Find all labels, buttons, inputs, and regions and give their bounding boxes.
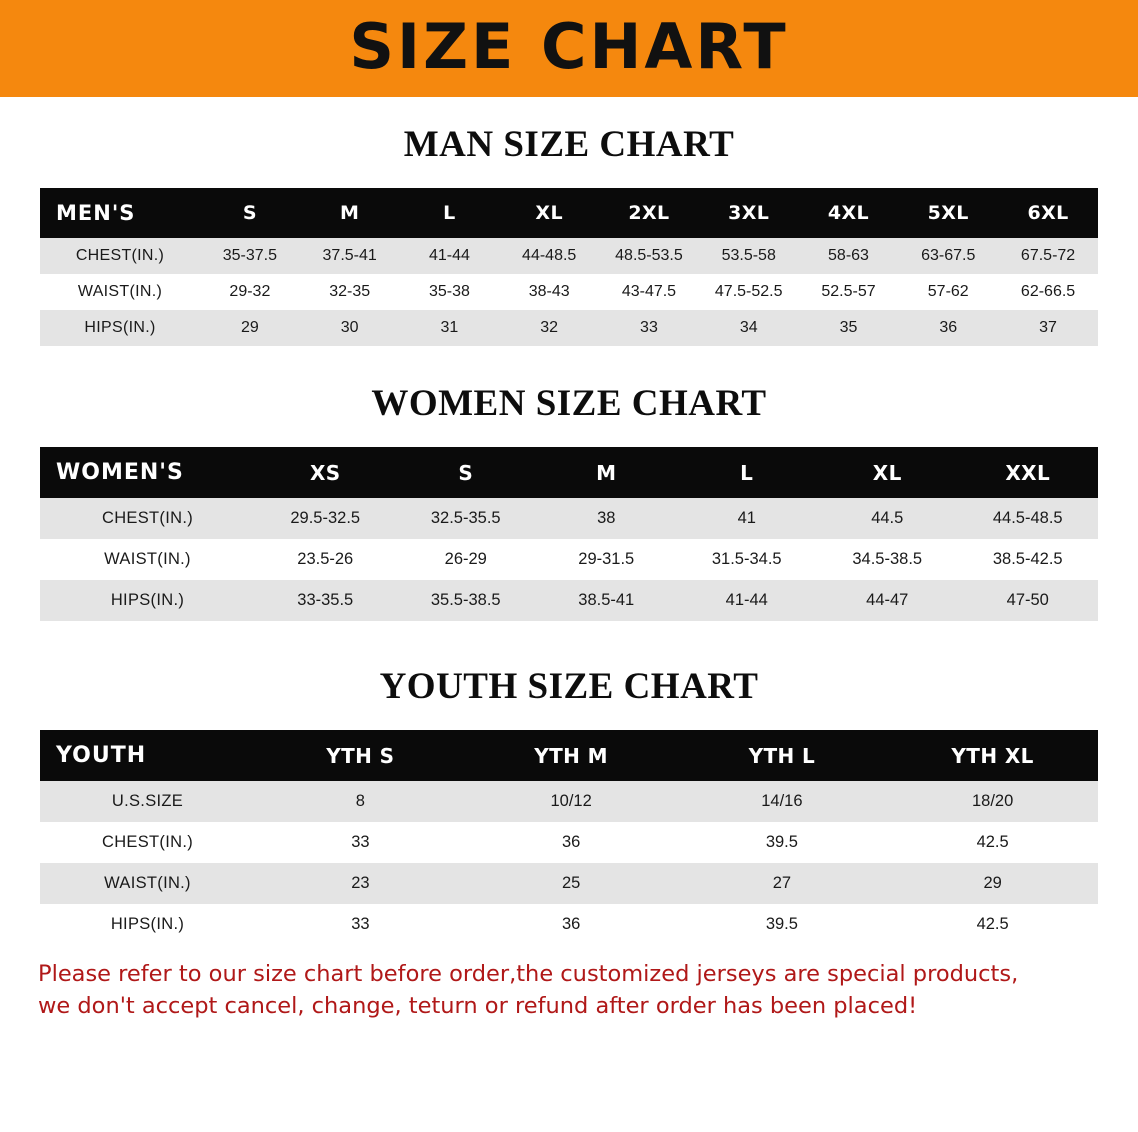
cell: 33-35.5 xyxy=(255,580,396,621)
cell: 33 xyxy=(255,822,466,863)
col-header-l: L xyxy=(677,447,818,498)
col-header-xl: XL xyxy=(817,447,958,498)
cell: 43-47.5 xyxy=(599,274,699,310)
page-banner xyxy=(0,0,1138,97)
col-header-yth-m: YTH M xyxy=(466,730,677,781)
cell: 32-35 xyxy=(300,274,400,310)
cell: 58-63 xyxy=(799,238,899,274)
cell: 35-37.5 xyxy=(200,238,300,274)
women-section-title: WOMEN SIZE CHART xyxy=(371,383,767,424)
disclaimer-note xyxy=(38,959,1100,1023)
women-table-wrap xyxy=(40,447,1098,621)
cell: 38-43 xyxy=(499,274,599,310)
table-row xyxy=(40,904,1098,945)
cell: 63-67.5 xyxy=(898,238,998,274)
cell: 62-66.5 xyxy=(998,274,1098,310)
col-header-3xl: 3XL xyxy=(699,188,799,238)
cell: 41-44 xyxy=(677,580,818,621)
cell: 14/16 xyxy=(677,781,888,822)
cell: 42.5 xyxy=(887,822,1098,863)
cell: 33 xyxy=(599,310,699,346)
row-label: HIPS(IN.) xyxy=(40,310,200,346)
cell: 47-50 xyxy=(958,580,1099,621)
cell: 57-62 xyxy=(898,274,998,310)
cell: 32 xyxy=(499,310,599,346)
disclaimer-line-1: Please refer to our size chart before order,the customized jerseys are special products, xyxy=(38,961,1019,987)
col-header-yth-l: YTH L xyxy=(677,730,888,781)
cell: 36 xyxy=(898,310,998,346)
table-row xyxy=(40,781,1098,822)
col-header-youth: YOUTH xyxy=(40,730,255,781)
col-header-l: L xyxy=(400,188,500,238)
cell: 30 xyxy=(300,310,400,346)
cell: 18/20 xyxy=(887,781,1098,822)
col-header-xs: XS xyxy=(255,447,396,498)
col-header-yth-xl: YTH XL xyxy=(887,730,1098,781)
youth-table-wrap xyxy=(40,730,1098,945)
cell: 32.5-35.5 xyxy=(396,498,537,539)
col-header-4xl: 4XL xyxy=(799,188,899,238)
col-header-s: S xyxy=(396,447,537,498)
cell: 29-32 xyxy=(200,274,300,310)
col-header-men: MEN'S xyxy=(40,188,200,238)
table-row xyxy=(40,310,1098,346)
cell: 47.5-52.5 xyxy=(699,274,799,310)
cell: 35-38 xyxy=(400,274,500,310)
cell: 44-48.5 xyxy=(499,238,599,274)
col-header-s: S xyxy=(200,188,300,238)
cell: 26-29 xyxy=(396,539,537,580)
row-label: WAIST(IN.) xyxy=(40,539,255,580)
row-label: CHEST(IN.) xyxy=(40,238,200,274)
cell: 34 xyxy=(699,310,799,346)
cell: 31.5-34.5 xyxy=(677,539,818,580)
cell: 41 xyxy=(677,498,818,539)
cell: 10/12 xyxy=(466,781,677,822)
page-title: SIZE CHART xyxy=(349,9,789,83)
cell: 44.5 xyxy=(817,498,958,539)
cell: 35.5-38.5 xyxy=(396,580,537,621)
youth-size-table xyxy=(40,730,1098,945)
cell: 33 xyxy=(255,904,466,945)
cell: 29.5-32.5 xyxy=(255,498,396,539)
table-header-row xyxy=(40,730,1098,781)
table-header-row xyxy=(40,188,1098,238)
cell: 67.5-72 xyxy=(998,238,1098,274)
table-row xyxy=(40,822,1098,863)
cell: 29 xyxy=(200,310,300,346)
disclaimer-line-2: we don't accept cancel, change, teturn or refund after order has been placed! xyxy=(38,992,918,1019)
col-header-m: M xyxy=(300,188,400,238)
table-row xyxy=(40,274,1098,310)
row-label: WAIST(IN.) xyxy=(40,274,200,310)
cell: 52.5-57 xyxy=(799,274,899,310)
cell: 38.5-41 xyxy=(536,580,677,621)
table-row xyxy=(40,580,1098,621)
cell: 38.5-42.5 xyxy=(958,539,1099,580)
cell: 29 xyxy=(887,863,1098,904)
youth-section-title: YOUTH SIZE CHART xyxy=(379,666,759,707)
cell: 23.5-26 xyxy=(255,539,396,580)
row-label: HIPS(IN.) xyxy=(40,580,255,621)
col-header-womens: WOMEN'S xyxy=(40,447,255,498)
cell: 48.5-53.5 xyxy=(599,238,699,274)
cell: 53.5-58 xyxy=(699,238,799,274)
row-label: CHEST(IN.) xyxy=(40,498,255,539)
row-label: CHEST(IN.) xyxy=(40,822,255,863)
col-header-xl: XL xyxy=(499,188,599,238)
cell: 44-47 xyxy=(817,580,958,621)
cell: 39.5 xyxy=(677,822,888,863)
table-row xyxy=(40,539,1098,580)
cell: 39.5 xyxy=(677,904,888,945)
col-header-m: M xyxy=(536,447,677,498)
man-section-title: MAN SIZE CHART xyxy=(403,124,735,165)
cell: 36 xyxy=(466,822,677,863)
table-row xyxy=(40,498,1098,539)
col-header-5xl: 5XL xyxy=(898,188,998,238)
col-header-2xl: 2XL xyxy=(599,188,699,238)
women-size-table xyxy=(40,447,1098,621)
cell: 31 xyxy=(400,310,500,346)
cell: 37 xyxy=(998,310,1098,346)
row-label: HIPS(IN.) xyxy=(40,904,255,945)
cell: 27 xyxy=(677,863,888,904)
cell: 37.5-41 xyxy=(300,238,400,274)
col-header-6xl: 6XL xyxy=(998,188,1098,238)
cell: 42.5 xyxy=(887,904,1098,945)
cell: 36 xyxy=(466,904,677,945)
table-header-row xyxy=(40,447,1098,498)
man-table-wrap xyxy=(40,188,1098,346)
table-row xyxy=(40,238,1098,274)
row-label: WAIST(IN.) xyxy=(40,863,255,904)
cell: 34.5-38.5 xyxy=(817,539,958,580)
col-header-xxl: XXL xyxy=(958,447,1099,498)
cell: 35 xyxy=(799,310,899,346)
cell: 8 xyxy=(255,781,466,822)
row-label: U.S.SIZE xyxy=(40,781,255,822)
table-row xyxy=(40,863,1098,904)
cell: 44.5-48.5 xyxy=(958,498,1099,539)
cell: 25 xyxy=(466,863,677,904)
cell: 38 xyxy=(536,498,677,539)
man-size-table xyxy=(40,188,1098,346)
cell: 41-44 xyxy=(400,238,500,274)
col-header-yth-s: YTH S xyxy=(255,730,466,781)
cell: 23 xyxy=(255,863,466,904)
cell: 29-31.5 xyxy=(536,539,677,580)
